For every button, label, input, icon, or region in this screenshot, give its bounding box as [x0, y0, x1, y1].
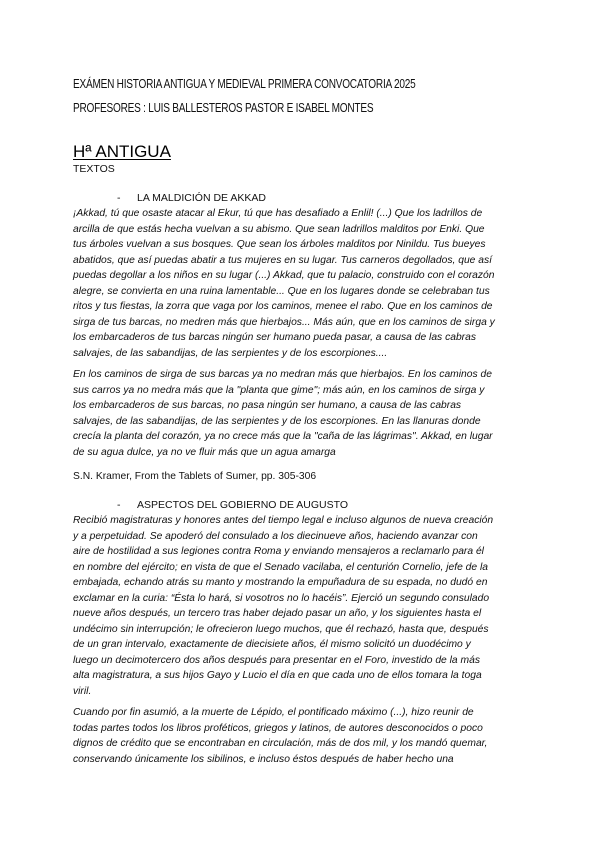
text-line: nueve años después, un tercero tras haber dejado pasar un año, y los siguientes hasta el [73, 608, 482, 619]
text-line: salvajes, de las sabandijas, de las serpientes y de los escorpiones. En las llanuras donde [73, 415, 481, 427]
text-line: arcilla de que estás hecha vuelvan a su abismo. Que sean ladrillos malditos por Enki. Que [73, 223, 485, 235]
section-title: Hª ANTIGUA [73, 142, 171, 161]
text-line: viril. [73, 685, 92, 697]
text-line: ¡Akkad, tú que osaste atacar al Ekur, tú que has desafiado a Enlil! (...) Que los ladrillos de [73, 208, 483, 219]
professors-line: PROFESORES : LUIS BALLESTEROS PASTOR E ISABEL MONTES [73, 101, 374, 115]
text-line: salvajes, de las sabandijas, de las serpientes y de los escorpiones.... [73, 347, 388, 359]
text-line: Cuando por fin asumió, a la muerte de Lépido, el pontificado máximo (...), hizo reunir de [73, 707, 474, 718]
akkad-paragraph-1 [73, 206, 525, 361]
text-line: puedas degollar a los niños en su lugar (...) Akkad, que tu palacio, construido con el corazón [73, 270, 495, 281]
text-line: ritos y tus fiestas, la zorra que vaga por los caminos, menee el rabo. Que en los caminos de [73, 301, 493, 312]
bullet-marker: - [117, 499, 121, 511]
text-heading-akkad: LA MALDICIÓN DE AKKAD [137, 192, 266, 204]
text-line: los embarcaderos de sus barcas, no pasa ningún ser humano, a causa de las cabras [73, 400, 462, 411]
text-line: los embarcaderos de tus barcas ningún ser humano pueda pasar, a causa de las cabras [73, 332, 476, 343]
text-line: aire de hostilidad a sus legiones contra Roma y enviando mensajeros a reclamarlo para él [73, 546, 484, 557]
text-line: alta magistratura, a sus hijos Gayo y Lucio el día en que cada uno de ellos tomara la toga [73, 670, 482, 681]
text-line: sus carros ya no medra más que la "planta que gime"; más aún, en los caminos de sirga y [73, 384, 485, 396]
text-line: undécimo sin interrupción; le ofrecieron luego muchos, que él rechazó, hasta que, después [73, 623, 489, 635]
text-line: de su agua dulce, ya no ve fluir más que un agua amarga [73, 446, 336, 458]
text-line: tus árboles vuelvan a sus bosques. Que sean los árboles malditos por Ninildu. Tus bueyes [73, 239, 486, 250]
augustus-paragraph-2 [73, 705, 525, 767]
text-heading-augustus: ASPECTOS DEL GOBIERNO DE AUGUSTO [137, 499, 349, 511]
text-line: sirga de tus barcas, no medren más que hierbajos... Más aún, que en los caminos de sirga y [73, 316, 495, 328]
text-line: alegre, se convierta en una ruina lamentable... Que en los lugares donde se celebraban tus [73, 285, 490, 297]
text-line: en nombre del ejército; en vista de que el Senado vacilaba, el centurión Cornelio, jefe de la [73, 561, 488, 573]
akkad-source [73, 469, 525, 485]
text-line: crecía la planta del corazón, ya no crece más que la "caña de las lágrimas". Akkad, en lugar [73, 431, 493, 442]
text-line: todas partes todos los libros proféticos, griegos y latinos, de autores desconocidos o poco [73, 722, 483, 734]
text-line: exclamar en la curia: “Ésta lo hará, si vosotros no lo hacéis”. Ejerció un segundo consulado [73, 592, 490, 604]
text-line: embajada, echando atrás su manto y mostrando la empuñadura de su espada, no dudó en [73, 577, 488, 588]
text-line: conservando únicamente los sibilinos, e incluso éstos después de haber hecho una [73, 753, 454, 765]
text-line: En los caminos de sirga de sus barcas ya no medran más que hierbajos. En los caminos de [73, 369, 492, 380]
text-line: de un gran intervalo, exactamente de diecisiete años, él mismo solicitó un duodécimo y [73, 639, 471, 650]
text-line: abatidos, que así puedas abatir a tus mujeres en su lugar. Tus carneros degollados, que así [73, 254, 492, 266]
text-line: dignos de crédito que se encontraban en circulación, más de dos mil, y los mandó quemar, [73, 738, 488, 749]
source-citation: S.N. Kramer, From the Tablets of Sumer, pp. 305-306 [73, 471, 317, 482]
section-subtitle: TEXTOS [73, 163, 115, 175]
text-line: Recibió magistraturas y honores antes del tiempo legal e incluso algunos de nueva creación [73, 515, 494, 526]
akkad-paragraph-2 [73, 367, 525, 460]
text-line: y a perpetuidad. Se apoderó del consulado a los diecinueve años, haciendo avanzar con [73, 530, 478, 542]
bullet-marker: - [117, 192, 121, 204]
augustus-paragraph-1 [73, 513, 525, 699]
text-line: luego un decimotercero dos años después para presentar en el Foro, investido de la más [73, 654, 480, 666]
exam-title: EXÁMEN HISTORIA ANTIGUA Y MEDIEVAL PRIMERA CONVOCATORIA 2025 [73, 77, 416, 91]
